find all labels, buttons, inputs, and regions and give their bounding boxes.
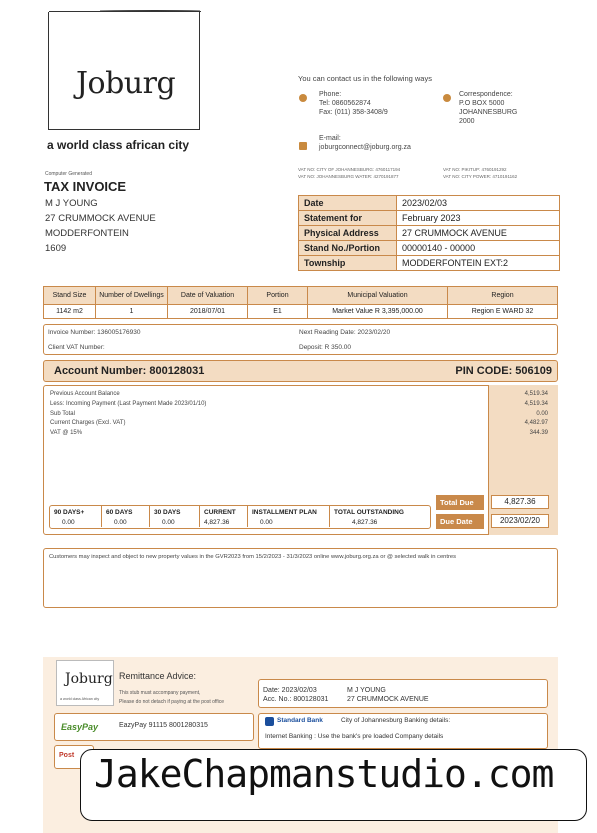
aging-header: 90 DAYS+ — [54, 509, 85, 516]
stand-cell: 1142 m2 — [44, 305, 96, 319]
account-number: Account Number: 800128031 — [54, 365, 205, 377]
remit-note-2: Please do not detach if paying at the post office — [119, 699, 224, 705]
property-value: February 2023 — [397, 211, 560, 226]
remit-note-1: This stub must accompany payment, — [119, 690, 201, 696]
charge-amount: 4,519.34 — [524, 391, 548, 397]
property-row — [299, 241, 560, 256]
remit-name: M J YOUNG — [347, 687, 386, 694]
customer-addr1: 27 CRUMMOCK AVENUE — [45, 213, 156, 224]
aging-cell — [200, 506, 248, 527]
vat-line-1: VAT NO: CITY OF JOHANNESBURG: 4760117194 — [298, 167, 401, 172]
property-key: Stand No./Portion — [299, 241, 397, 256]
charge-label: Previous Account Balance — [50, 391, 120, 397]
easypay-logo: EasyPay — [61, 722, 99, 732]
charge-label: Sub Total — [50, 410, 75, 417]
bank-line: Internet Banking : Use the bank's pre loaded Company details — [265, 733, 444, 740]
stand-cell: 1 — [96, 305, 168, 319]
notice-text: Customers may inspect and object to new property values in the GVR2023 from 15/2/2023 - 31/3/2023 online www.joburg.org.za or @ selected walk in centres — [49, 554, 457, 560]
aging-header: CURRENT — [204, 509, 236, 516]
aging-value: 0.00 — [62, 519, 75, 526]
aging-value: 4,827.36 — [204, 519, 230, 526]
email-icon — [299, 142, 307, 150]
customer-addr2: MODDERFONTEIN — [45, 228, 129, 239]
remit-details-box — [258, 679, 548, 708]
easypay-box — [54, 713, 254, 741]
corr-box: P.O BOX 5000 — [459, 100, 505, 107]
remit-date: Date: 2023/02/03 — [263, 687, 317, 694]
aging-header: 60 DAYS — [106, 509, 133, 516]
stand-table — [43, 286, 558, 319]
aging-header: 30 DAYS — [154, 509, 181, 516]
logo-card-curve — [100, 10, 202, 50]
total-due-label: Total Due — [436, 495, 484, 510]
property-key: Statement for — [299, 211, 397, 226]
property-row — [299, 211, 560, 226]
property-row — [299, 256, 560, 271]
aging-value: 0.00 — [260, 519, 273, 526]
email-link[interactable]: joburgconnect@joburg.org.za — [319, 144, 411, 151]
phone-fax: Fax: (011) 358-3408/9 — [319, 109, 388, 116]
corr-city: JOHANNESBURG — [459, 109, 518, 116]
aging-cell — [102, 506, 150, 527]
aging-value: 4,827.36 — [352, 519, 378, 526]
total-due-value: 4,827.36 — [491, 495, 549, 509]
remit-acc: Acc. No.: 800128031 — [263, 696, 329, 703]
phone-icon — [299, 94, 307, 102]
aging-value: 0.00 — [162, 519, 175, 526]
bank-box — [258, 713, 548, 749]
bank-title: City of Johannesburg Banking details: — [341, 717, 451, 724]
standard-bank-icon — [265, 717, 274, 726]
aging-cell — [330, 506, 429, 527]
remit-logo-card — [56, 660, 114, 706]
charge-label: Current Charges (Excl. VAT) — [50, 420, 126, 427]
property-value: 00000140 - 00000 — [397, 241, 560, 256]
remit-addr: 27 CRUMMOCK AVENUE — [347, 696, 429, 703]
property-row — [299, 226, 560, 241]
next-reading: Next Reading Date: 2023/02/20 — [299, 329, 391, 336]
contact-heading: You can contact us in the following ways — [298, 74, 432, 83]
aging-cell — [248, 506, 330, 527]
charge-label: Less: Incoming Payment (Last Payment Made 2023/01/10) — [50, 400, 207, 407]
aging-cell — [150, 506, 200, 527]
stand-header: Date of Valuation — [168, 287, 248, 305]
charge-amount: 0.00 — [536, 410, 548, 417]
charge-amount: 4,519.34 — [524, 400, 548, 407]
pin-code: PIN CODE: 506109 — [455, 365, 552, 377]
charge-amount: 4,482.97 — [524, 420, 548, 427]
property-row — [299, 196, 560, 211]
phone-label: Phone: — [319, 91, 342, 98]
charge-amount: 344.39 — [529, 430, 548, 437]
mail-icon — [443, 94, 451, 102]
computer-generated: Computer Generated — [45, 171, 92, 177]
property-value: MODDERFONTEIN EXT:2 — [397, 256, 560, 271]
slogan: a world class african city — [47, 138, 190, 152]
vat-line-4: VAT NO: CITY POWER: 4710191162 — [443, 174, 518, 179]
stand-cell: Market Value R 3,395,000.00 — [308, 305, 448, 319]
property-key: Date — [299, 196, 397, 211]
charge-label: VAT @ 15% — [50, 430, 83, 437]
deposit: Deposit: R 350.00 — [299, 344, 352, 351]
property-table — [298, 195, 560, 271]
property-value: 27 CRUMMOCK AVENUE — [397, 226, 560, 241]
aging-header: TOTAL OUTSTANDING — [334, 509, 404, 516]
vat-line-3: VAT NO: PIKITUP: 4760191292 — [443, 167, 507, 172]
vat-line-2: VAT NO: JOHANNESBURG WATER: 4270191877 — [298, 174, 399, 179]
invoice-number: Invoice Number: 136005176930 — [48, 329, 141, 336]
stand-cell: Region E WARD 32 — [448, 305, 558, 319]
corr-code: 2000 — [459, 118, 475, 125]
customer-postcode: 1609 — [45, 243, 67, 254]
corr-label: Correspondence: — [459, 91, 513, 98]
due-date-value: 2023/02/20 — [491, 514, 549, 528]
due-date-label: Due Date — [436, 514, 484, 529]
property-key: Township — [299, 256, 397, 271]
email-label: E-mail: — [319, 135, 341, 142]
page-title: TAX INVOICE — [44, 179, 127, 194]
aging-value: 0.00 — [114, 519, 127, 526]
stand-header: Stand Size — [44, 287, 96, 305]
remit-title: Remittance Advice: — [119, 671, 197, 681]
stand-header: Municipal Valuation — [308, 287, 448, 305]
bank-logo: Standard Bank — [277, 717, 323, 724]
watermark-text: JakeChapmanstudio.com — [94, 752, 554, 796]
joburg-logo: Joburg — [76, 66, 176, 101]
notice-box — [43, 548, 558, 608]
remit-logo-sub: a world class African city — [60, 697, 100, 701]
aging-table — [49, 505, 431, 529]
customer-name: M J YOUNG — [45, 198, 98, 209]
post-label: Post — [59, 752, 75, 759]
easypay-number: EazyPay 91115 8001280315 — [119, 722, 208, 729]
remit-logo: Joburg — [65, 671, 113, 687]
client-vat: Client VAT Number: — [48, 344, 105, 351]
property-key: Physical Address — [299, 226, 397, 241]
invoice-info-box — [43, 324, 558, 355]
property-value: 2023/02/03 — [397, 196, 560, 211]
aging-cell — [50, 506, 102, 527]
stand-header: Region — [448, 287, 558, 305]
phone-tel: Tel: 0860562874 — [319, 100, 371, 107]
account-bar — [43, 360, 558, 382]
stand-header: Portion — [248, 287, 308, 305]
stand-header: Number of Dwellings — [96, 287, 168, 305]
stand-cell: E1 — [248, 305, 308, 319]
stand-cell: 2018/07/01 — [168, 305, 248, 319]
aging-header: INSTALLMENT PLAN — [252, 509, 317, 516]
